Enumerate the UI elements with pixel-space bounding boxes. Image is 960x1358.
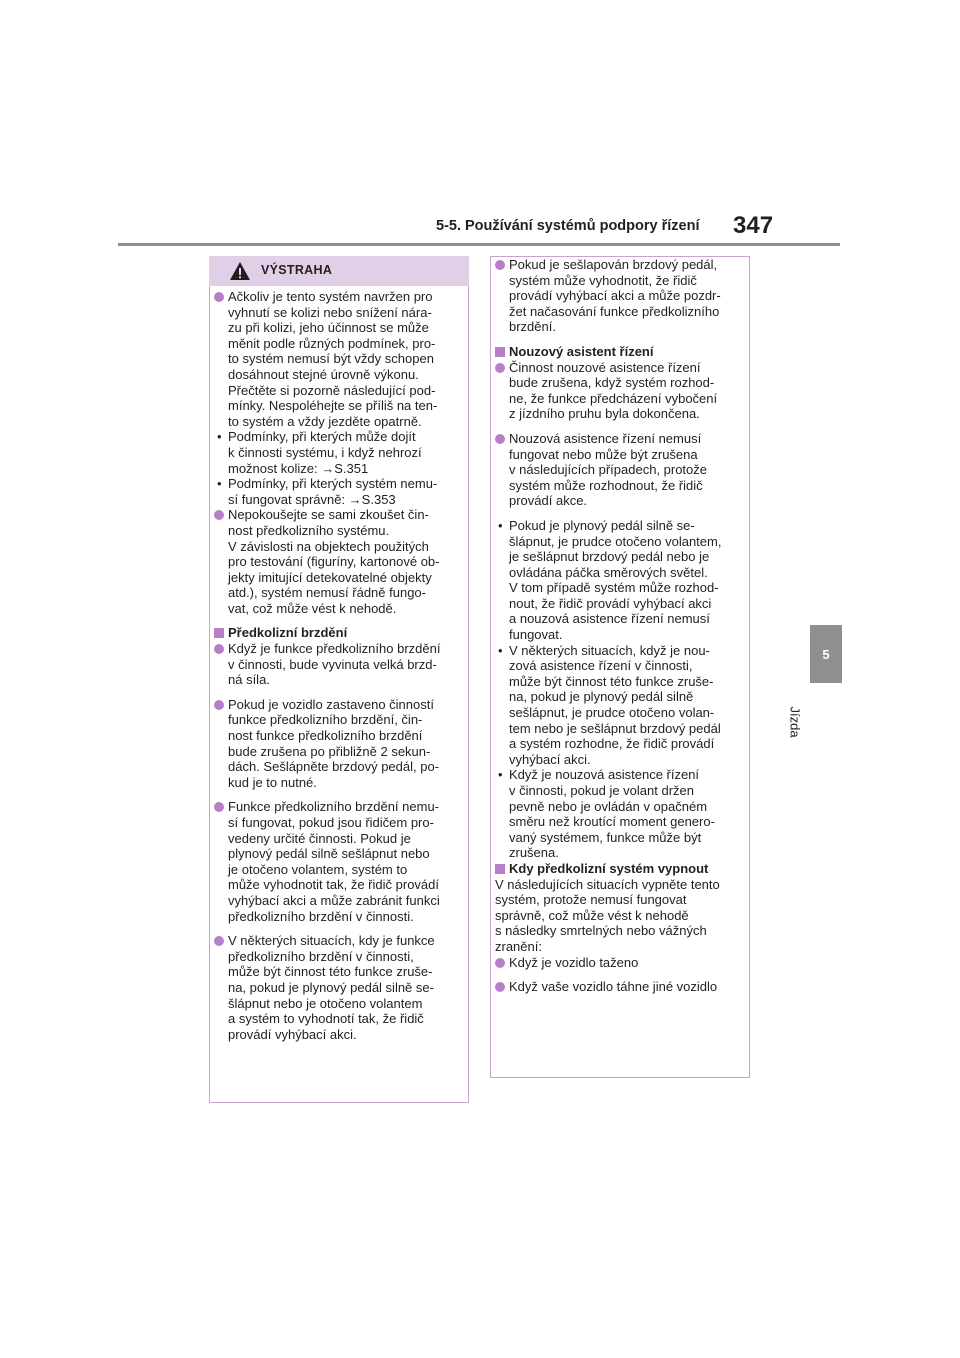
section-heading [495, 861, 745, 877]
text-block [228, 641, 464, 688]
square-bullet-icon [495, 864, 505, 874]
text-line: nost předkolizního systému. [228, 522, 390, 538]
text-line: provádí akce. [509, 493, 588, 509]
text-line: Pokud je vozidlo zastaveno činností [228, 696, 434, 712]
text-line: z jízdního pruhu byla dokončena. [509, 406, 700, 422]
text-line: fungovat. [509, 627, 563, 643]
text-line: systém, protože nemusí fungovat [495, 892, 687, 908]
text-block [228, 933, 464, 1042]
text-line: funkce předkolizního brzdění, čin- [228, 712, 423, 728]
text-line: Podmínky, při kterých může dojít [228, 429, 416, 445]
text-line: ovládána páčka směrových světel. [509, 564, 708, 580]
text-line: v činnosti, bude vyvinuta velká brzd- [228, 656, 437, 672]
text-line: sí fungovat správně: →S.353 [228, 491, 396, 507]
text-line: V následujících situacích vypněte tento [495, 876, 720, 892]
bullet-icon [214, 510, 224, 520]
heading-text: Nouzový asistent řízení [509, 343, 654, 359]
text-line: Když je funkce předkolizního brzdění [228, 641, 441, 657]
warning-item [214, 507, 464, 616]
text-line: je otočeno volantem, systém to [228, 861, 408, 877]
text-block [228, 476, 464, 507]
text-line: zrušena. [509, 845, 559, 861]
text-line: fungovat nebo může být zrušena [509, 446, 698, 462]
paragraph [495, 877, 745, 955]
text-line: na, pokud je plynový pedál silně se- [228, 979, 434, 995]
text-line: V tom případě systém může rozhod- [509, 580, 719, 596]
sub-item: • Podmínky, při kterých systém nemu- sí fungovat správně: →S.353 [214, 476, 464, 507]
text-line: vaný systémem, funkce může být [509, 829, 702, 845]
text-line: šlápnut, je prudce otočeno volantem, [509, 533, 722, 549]
sub-item: • Podmínky, při kterých může dojít k činnosti systému, i když nehrozí možnost kolize: →S.351 [214, 429, 464, 476]
bullet-icon [495, 958, 505, 968]
text-line: sešlápnut, je prudce otočeno volan- [509, 705, 715, 721]
page-number: 347 [733, 212, 774, 239]
text-line: atd.), systém nemusí řádně fungo- [228, 585, 426, 601]
text-line: systém může vyhodnotit, že řidič [509, 272, 697, 288]
text-line: možnost kolize: →S.351 [228, 460, 369, 476]
square-bullet-icon [214, 628, 224, 638]
text-line: to systém nemusí být vždy schopen [228, 351, 434, 367]
text-block [509, 955, 745, 971]
text-block [509, 431, 745, 509]
warning-item [495, 257, 745, 335]
warning-triangle-icon [229, 261, 251, 281]
text-line: pevně nebo je ovládán v opačném [509, 798, 708, 814]
text-line: Přečtěte si pozorně následující pod- [228, 382, 436, 398]
text-line: směru než kroutící moment genero- [509, 814, 715, 830]
text-line: vyhýbací akci. [509, 751, 591, 767]
text-line: s následky smrtelných nebo vážných [495, 923, 707, 939]
text-line: vat, což může vést k nehodě. [228, 600, 397, 616]
text-line: Pokud je plynový pedál silně se- [509, 517, 695, 533]
text-line: správně, což může vést k nehodě [495, 907, 689, 923]
text-line: a systém to vyhodnotí tak, že řidič [228, 1011, 424, 1027]
bullet-icon [214, 700, 224, 710]
text-line: měnit podle různých podmínek, pro- [228, 335, 436, 351]
text-line: ne, že funkce předcházení vybočení [509, 390, 718, 406]
text-line: zová asistence řízení v činnosti, [509, 658, 693, 674]
header-rule [118, 243, 840, 246]
text-block [228, 289, 464, 429]
text-line: na, pokud je plynový pedál silně [509, 689, 694, 705]
text-line: kud je to nutné. [228, 774, 317, 790]
bullet-icon [214, 644, 224, 654]
text-line: k činnosti systému, i když nehrozí [228, 444, 422, 460]
text-block [509, 257, 745, 335]
text-line: pro testování (figuríny, kartonové ob- [228, 554, 440, 570]
text-line: Ačkoliv je tento systém navržen pro [228, 289, 433, 304]
text-line: nost funkce předkolizního brzdění [228, 728, 423, 744]
text-line: V některých situacích, kdy je funkce [228, 933, 435, 949]
text-line: zu při kolizi, jeho účinnost se může [228, 320, 429, 336]
text-line: to systém a vždy jezděte opatrně. [228, 413, 422, 429]
text-line: sí fungovat, pokud jsou řidičem pro- [228, 815, 434, 830]
text-block [509, 979, 745, 995]
chapter-label: Jízda [787, 706, 803, 738]
text-line: žet načasování funkce předkolizního [509, 303, 720, 319]
text-block [509, 360, 745, 422]
text-block [228, 429, 464, 476]
text-block [509, 518, 745, 643]
text-block [228, 507, 464, 616]
chapter-tab [810, 625, 842, 683]
text-line: Nepokoušejte se sami zkoušet čin- [228, 507, 429, 523]
text-block [495, 877, 745, 955]
text-line: bude zrušena po přibližně 2 sekun- [228, 743, 431, 759]
bullet-icon [214, 292, 224, 302]
bullet-icon [495, 434, 505, 444]
text-line: tem nebo je sešlápnut brzdový pedál [509, 720, 721, 736]
text-line: provádí vyhýbací akci a může pozdr- [509, 288, 721, 304]
text-line: Činnost nouzové asistence řízení [509, 359, 701, 375]
text-line: V některých situacích, když je nou- [509, 642, 710, 658]
warning-item [214, 641, 464, 688]
text-line: Funkce předkolizního brzdění nemu- [228, 799, 440, 815]
text-line: v následujících případech, protože [509, 462, 708, 478]
text-line: Když je vozidlo taženo [509, 954, 639, 970]
bullet-icon [495, 260, 505, 270]
text-line: V závislosti na objektech použitých [228, 538, 429, 554]
text-line: a systém rozhodne, že řidič provádí [509, 736, 715, 752]
text-line: předkolizního brzdění v činnosti. [228, 908, 414, 924]
warning-item [214, 289, 464, 429]
text-line: může být činnost této funkce zruše- [509, 673, 714, 689]
text-line: vedeny určité činnosti. Pokud je [228, 830, 411, 846]
text-line: může být činnost této funkce zruše- [228, 964, 433, 980]
text-line: nout, že řidič provádí vyhýbací akci [509, 595, 712, 611]
text-line: plynový pedál silně sešlápnut nebo [228, 846, 430, 862]
text-line: provádí vyhýbací akci. [228, 1026, 357, 1042]
sub-item: • Když je nouzová asistence řízení v činnosti, pokud je volant držen pevně nebo je ovládán v opačném směru než kroutící moment genero- vaný systémem, funkce může být zrušena. [495, 767, 745, 861]
warning-item [495, 360, 745, 422]
text-line: Když je nouzová asistence řízení [509, 767, 700, 783]
text-line: šlápnut nebo je otočeno volantem [228, 995, 423, 1011]
text-line: bude zrušena, když systém rozhod- [509, 375, 715, 391]
bullet-icon [214, 802, 224, 812]
warning-title: VÝSTRAHA [261, 263, 333, 277]
text-line: jekty imitující detekovatelné objekty [228, 569, 432, 585]
bullet-icon [214, 936, 224, 946]
bullet-icon [495, 982, 505, 992]
warning-item [214, 697, 464, 791]
heading-text: Předkolizní brzdění [228, 625, 348, 641]
text-line: ná síla. [228, 672, 270, 688]
text-line: Když vaše vozidlo táhne jiné vozidlo [509, 979, 718, 995]
sub-item: • V některých situacích, když je nou- zová asistence řízení v činnosti, může být činnost této funkce zruše- na, pokud je plynový pedál silně sešlápnut, je prudce otočeno volan- tem nebo je sešlápnut brzdový pedál a systém rozhodne, že řidič provádí vyhýbací akci. [495, 643, 745, 768]
left-column [214, 289, 464, 1051]
bullet-icon [495, 363, 505, 373]
text-block [228, 799, 464, 924]
section-heading [495, 344, 745, 360]
heading-text: Kdy předkolizní systém vypnout [509, 860, 709, 876]
section-heading [214, 625, 464, 641]
list-item [495, 979, 745, 995]
square-bullet-icon [495, 347, 505, 357]
text-line: mínky. Nespoléhejte se příliš na ten- [228, 398, 438, 414]
text-line: předkolizního brzdění v činnosti, [228, 948, 414, 964]
text-block [509, 643, 745, 768]
text-line: v činnosti, pokud je volant držen [509, 783, 694, 798]
text-line: a nouzová asistence řízení nemusí [509, 611, 710, 627]
warning-header [209, 256, 469, 286]
text-line: vyhnutí se kolizi nebo snížení nára- [228, 304, 432, 320]
text-line: Podmínky, při kterých systém nemu- [228, 476, 438, 492]
text-line: dách. Sešlápněte brzdový pedál, po- [228, 759, 440, 775]
chapter-number: 5 [822, 646, 830, 662]
text-line: vyhýbací akci a může zabránit funkci [228, 892, 440, 908]
warning-item [495, 431, 745, 509]
section-title: 5-5. Používání systémů podpory řízení [436, 218, 700, 234]
text-line: je sešlápnut brzdový pedál nebo je [509, 549, 710, 565]
text-block [228, 697, 464, 791]
text-line: Nouzová asistence řízení nemusí [509, 430, 702, 446]
sub-item: • Pokud je plynový pedál silně se- šlápnut, je prudce otočeno volantem, je sešlápnut brzdový pedál nebo je ovládána páčka směrových světel. V tom případě systém může rozhod- nout, že řidič provádí vyhýbací akci a nouzová asistence řízení nemusí fungovat. [495, 518, 745, 643]
text-line: zranění: [495, 938, 542, 954]
text-line: Pokud je sešlapován brzdový pedál, [509, 257, 718, 272]
warning-item [214, 933, 464, 1042]
text-line: systém může rozhodnout, že řidič [509, 477, 703, 493]
list-item [495, 955, 745, 971]
text-line: může vyhodnotit tak, že řidič provádí [228, 877, 439, 893]
text-line: dosáhnout stejné úrovně výkonu. [228, 366, 419, 382]
text-block [509, 767, 745, 861]
right-column [495, 257, 745, 1004]
warning-item [214, 799, 464, 924]
text-line: brzdění. [509, 319, 556, 335]
